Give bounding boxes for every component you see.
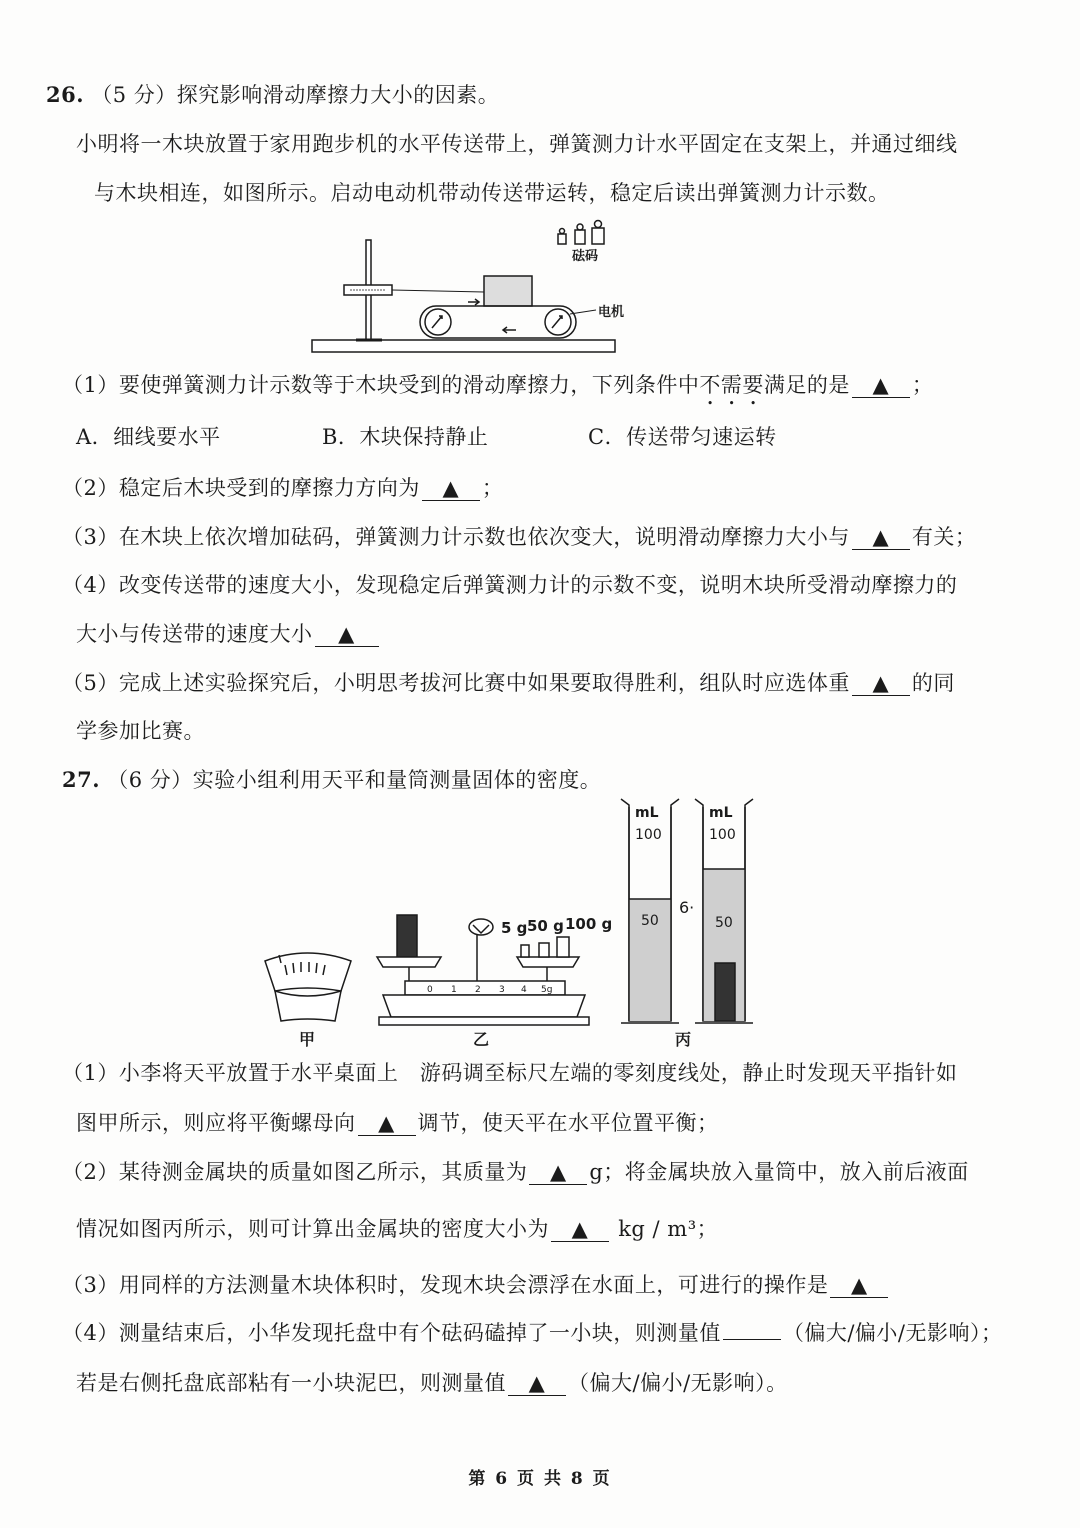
q27-sub3-text: （3）用同样的方法测量木块体积时，发现木块会漂浮在水面上，可进行的操作是 [62,1273,829,1297]
answer-blank[interactable]: ▲ [551,1217,609,1242]
q26-sub5 [62,668,955,698]
answer-blank[interactable]: ▲ [315,622,379,647]
q27-sub2-line2 [76,1214,718,1244]
cyl1-100: 100 [635,827,662,843]
q26-sub5-text: （5）完成上述实验探究后，小明思考拔河比赛中如果要取得胜利，组队时应选体重 [62,671,850,695]
answer-blank[interactable]: ▲ [830,1273,888,1298]
wood-block [484,276,532,306]
mark-text: 6· [679,898,695,917]
q26-sub4-text: 大小与传送带的速度大小 [76,622,313,646]
q27-sub4-text: （4）测量结束后，小华发现托盘中有个砝码磕掉了一小块，则测量值 [62,1321,721,1345]
q27-sub1-text: 图甲所示，则应将平衡螺母向 [76,1111,356,1135]
answer-blank[interactable]: ▲ [852,525,910,550]
q27-sub4-line2 [76,1368,788,1398]
option-b: B．木块保持静止 [322,425,489,449]
answer-blank[interactable]: ▲ [529,1160,587,1185]
cyl2-ml: mL [709,805,733,821]
q26-sub2-text: （2）稳定后木块受到的摩擦力方向为 [62,476,420,500]
q26-sub1-text: （1）要使弹簧测力计示数等于木块受到的滑动摩擦力，下列条件中 [62,373,700,397]
q26-sub2 [62,473,503,503]
q27-sub1-tail: 调节，使天平在水平位置平衡； [417,1111,719,1135]
q27-sub1-line2 [76,1108,719,1138]
q27-heading [62,765,601,795]
q26-sub5-tail: 的同 [911,671,955,695]
q27-sub2-line1 [62,1157,969,1187]
answer-blank-empty[interactable] [723,1339,781,1340]
cyl1-ml: mL [635,805,659,821]
label-bing: 丙 [675,1030,692,1049]
base-board [312,340,615,352]
weight-50g-label: 50 g [527,917,564,935]
q27-sub4-line2-tail: （偏大/偏小/无影响）。 [568,1371,788,1395]
weights-icon [558,221,604,245]
q26-sub4-line1: （4）改变传送带的速度大小，发现稳定后弹簧测力计的示数不变，说明木块所受滑动摩擦力的 [62,573,958,597]
page-footer: 第 6 页 共 8 页 [468,1469,612,1489]
q26-title: 探究影响滑动摩擦力大小的因素。 [176,83,500,107]
q26-heading [46,80,499,110]
q26-sub3 [62,522,976,552]
cyl2-50: 50 [715,915,733,931]
density-unit: kg / m³； [618,1217,719,1241]
q26-number: 26. [46,82,85,107]
q26-sub5-line2: 学参加比赛。 [76,719,205,743]
option-c: C．传送带匀速运转 [588,425,777,449]
weight-5g-label: 5 g [501,919,528,937]
left-roller [425,309,451,335]
punct: ； [911,373,934,397]
q27-sub2-text: （2）某待测金属块的质量如图乙所示，其质量为 [62,1160,528,1184]
answer-blank[interactable]: ▲ [422,476,480,501]
scale-tick: 0 [427,985,433,995]
q26-sub1-emphasis: 不需要 [699,373,764,397]
q27-number: 27. [62,767,101,792]
cyl1-50: 50 [641,913,659,929]
q27-sub4-tail: （偏大/偏小/无影响）； [782,1321,1003,1345]
scale-tick: 2 [475,985,481,995]
thread [392,290,484,292]
q26-intro-line2: 与木块相连，如图所示。启动电动机带动传送带运转，稳定后读出弹簧测力计示数。 [94,181,890,205]
q26-sub1-tail: 满足的是 [763,373,850,397]
q27-score: （6 分） [107,768,193,792]
q27-sub4-line2-text: 若是右侧托盘底部粘有一小块泥巴，则测量值 [76,1371,506,1395]
scale-tick: 1 [451,985,457,995]
cyl2-100: 100 [709,827,736,843]
answer-blank[interactable]: ▲ [852,671,910,696]
q27-title: 实验小组利用天平和量筒测量固体的密度。 [192,768,602,792]
q26-sub1 [62,370,933,410]
q27-sub1-line1: （1）小李将天平放置于水平桌面上 游码调至标尺左端的零刻度线处，静止时发现天平指针如 [62,1061,958,1085]
q26-sub3-tail: 有关； [911,525,977,549]
label-yi: 乙 [473,1030,490,1049]
weights-label: 砝码 [572,249,599,264]
punct: ； [481,476,504,500]
q26-sub3-text: （3）在木块上依次增加砝码，弹簧测力计示数也依次变大，说明滑动摩擦力大小与 [62,525,850,549]
answer-blank[interactable]: ▲ [358,1111,416,1136]
q27-sub4-line1 [62,1318,1003,1348]
q26-intro-line1: 小明将一木块放置于家用跑步机的水平传送带上，弹簧测力计水平固定在支架上，并通过细线 [76,132,958,156]
answer-blank[interactable]: ▲ [508,1371,566,1396]
q26-sub4-line2 [76,619,381,649]
motor-roller [545,309,571,335]
balance-cylinder-figure [255,795,775,1055]
motor-label: 电机 [598,305,625,320]
q27-sub2-mid: g；将金属块放入量筒中，放入前后液面 [589,1160,969,1184]
label-jia: 甲 [299,1030,316,1049]
treadmill-figure [300,218,660,358]
q27-sub3 [62,1270,890,1300]
scale-tick: 3 [499,985,505,995]
scale-tick: 4 [521,985,527,995]
option-a: A．细线要水平 [76,425,221,449]
weight-100g-label: 100 g [565,915,613,933]
scale-tick: 5g [541,985,553,995]
q26-score: （5 分） [91,83,177,107]
q27-sub2-line2-text: 情况如图丙所示，则可计算出金属块的密度大小为 [76,1217,549,1241]
answer-blank[interactable]: ▲ [852,373,910,398]
pointer-dial [265,953,351,1021]
